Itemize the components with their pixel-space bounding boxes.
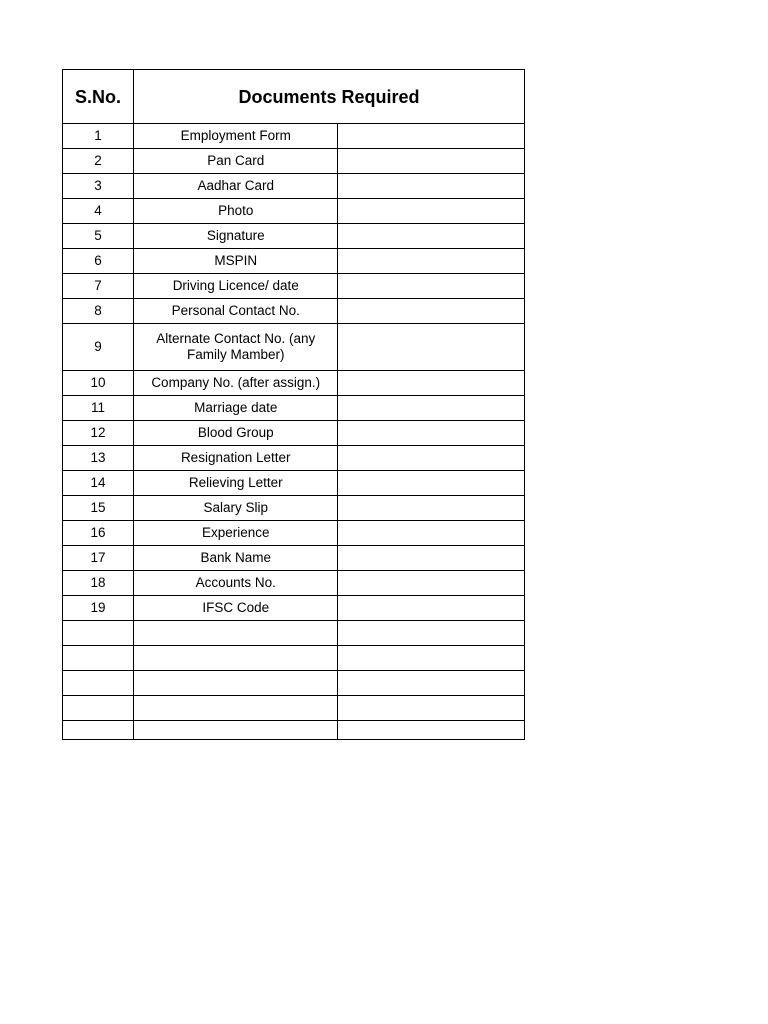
document-cell: Bank Name [133, 546, 338, 571]
document-cell: Driving Licence/ date [133, 274, 338, 299]
table-row [63, 124, 525, 149]
table-row [63, 521, 525, 546]
document-cell: Signature [133, 224, 338, 249]
document-cell: Personal Contact No. [133, 299, 338, 324]
table-header-row [63, 70, 525, 124]
sno-cell: 7 [63, 274, 134, 299]
table-row [63, 546, 525, 571]
table-row [63, 421, 525, 446]
empty-sno-cell[interactable] [63, 621, 134, 646]
table-row [63, 596, 525, 621]
document-cell: Experience [133, 521, 338, 546]
document-cell: Salary Slip [133, 496, 338, 521]
value-cell[interactable] [338, 596, 525, 621]
table-row [63, 249, 525, 274]
empty-value-cell[interactable] [338, 696, 525, 721]
sno-cell: 12 [63, 421, 134, 446]
sno-cell: 6 [63, 249, 134, 274]
documents-required-header: Documents Required [133, 70, 524, 124]
value-cell[interactable] [338, 496, 525, 521]
document-cell: Company No. (after assign.) [133, 371, 338, 396]
document-cell: Employment Form [133, 124, 338, 149]
document-cell: Marriage date [133, 396, 338, 421]
sno-cell: 4 [63, 199, 134, 224]
empty-sno-cell[interactable] [63, 646, 134, 671]
document-cell: Aadhar Card [133, 174, 338, 199]
document-cell: MSPIN [133, 249, 338, 274]
empty-document-cell[interactable] [133, 696, 338, 721]
value-cell[interactable] [338, 446, 525, 471]
value-cell[interactable] [338, 174, 525, 199]
document-cell: Photo [133, 199, 338, 224]
table-row [63, 299, 525, 324]
sno-cell: 16 [63, 521, 134, 546]
empty-value-cell[interactable] [338, 671, 525, 696]
sno-cell: 19 [63, 596, 134, 621]
sno-cell: 13 [63, 446, 134, 471]
empty-table-row [63, 621, 525, 646]
table-row [63, 396, 525, 421]
document-cell: Alternate Contact No. (any Family Mamber) [133, 324, 338, 371]
value-cell[interactable] [338, 274, 525, 299]
empty-table-row [63, 721, 525, 740]
sno-cell: 8 [63, 299, 134, 324]
sno-cell: 3 [63, 174, 134, 199]
table-row [63, 446, 525, 471]
table-row [63, 371, 525, 396]
sno-cell: 1 [63, 124, 134, 149]
table-row [63, 496, 525, 521]
documents-table [62, 69, 525, 740]
sno-cell: 5 [63, 224, 134, 249]
sno-cell: 11 [63, 396, 134, 421]
value-cell[interactable] [338, 199, 525, 224]
value-cell[interactable] [338, 396, 525, 421]
table-row [63, 224, 525, 249]
sno-cell: 15 [63, 496, 134, 521]
table-row [63, 571, 525, 596]
value-cell[interactable] [338, 571, 525, 596]
value-cell[interactable] [338, 224, 525, 249]
value-cell[interactable] [338, 249, 525, 274]
empty-value-cell[interactable] [338, 621, 525, 646]
value-cell[interactable] [338, 324, 525, 371]
document-cell: Pan Card [133, 149, 338, 174]
document-cell: IFSC Code [133, 596, 338, 621]
value-cell[interactable] [338, 299, 525, 324]
empty-document-cell[interactable] [133, 671, 338, 696]
table-row [63, 471, 525, 496]
empty-document-cell[interactable] [133, 646, 338, 671]
sno-cell: 18 [63, 571, 134, 596]
empty-sno-cell[interactable] [63, 696, 134, 721]
sno-cell: 10 [63, 371, 134, 396]
document-cell: Relieving Letter [133, 471, 338, 496]
sno-cell: 2 [63, 149, 134, 174]
sno-cell: 9 [63, 324, 134, 371]
value-cell[interactable] [338, 371, 525, 396]
value-cell[interactable] [338, 124, 525, 149]
table-row [63, 324, 525, 371]
table-row [63, 274, 525, 299]
value-cell[interactable] [338, 149, 525, 174]
empty-sno-cell[interactable] [63, 721, 134, 740]
empty-value-cell[interactable] [338, 721, 525, 740]
empty-document-cell[interactable] [133, 621, 338, 646]
empty-table-row [63, 671, 525, 696]
empty-sno-cell[interactable] [63, 671, 134, 696]
sno-header: S.No. [63, 70, 134, 124]
table-row [63, 199, 525, 224]
value-cell[interactable] [338, 421, 525, 446]
sno-cell: 14 [63, 471, 134, 496]
document-cell: Accounts No. [133, 571, 338, 596]
empty-table-row [63, 646, 525, 671]
document-cell: Blood Group [133, 421, 338, 446]
empty-document-cell[interactable] [133, 721, 338, 740]
value-cell[interactable] [338, 521, 525, 546]
table-row [63, 149, 525, 174]
value-cell[interactable] [338, 546, 525, 571]
empty-table-row [63, 696, 525, 721]
table-row [63, 174, 525, 199]
value-cell[interactable] [338, 471, 525, 496]
sno-cell: 17 [63, 546, 134, 571]
empty-value-cell[interactable] [338, 646, 525, 671]
document-cell: Resignation Letter [133, 446, 338, 471]
